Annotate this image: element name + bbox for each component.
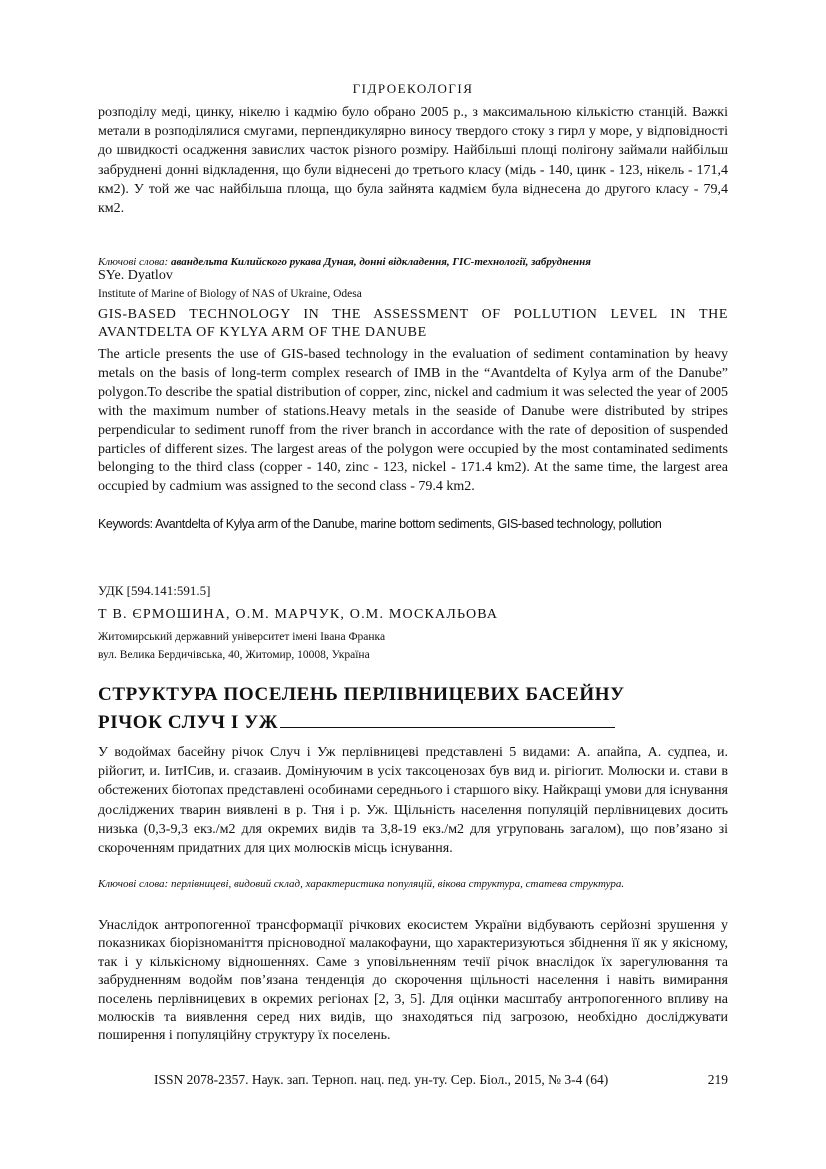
english-title: GIS-BASED TECHNOLOGY IN THE ASSESSMENT OF POLLUTION LEVEL IN THE AVANTDELTA OF KYLYA ARM OF THE DANUBE	[98, 307, 728, 340]
affiliation-institution: Житомирський державний університет імені Івана Франка	[98, 631, 386, 643]
running-header: ГІДРОЕКОЛОГІЯ	[352, 81, 474, 96]
article-intro: Унаслідок антропогенної трансформації річкових екосистем України відбувають серйозні зрушення у показниках біорізноманіття прісноводної малакофауни, що характеризуються збіднення її як у якісному, так і у кількісному відношеннях. Саме з уповільненням течії річок внаслідок їх зарегулювання та забрудненням водойм пов’язана тенденція до скорочення щільності населення і навіть вимирання поселень перлівницевих в окремих регіонах [2, 3, 5]. Для оцінки масштабу антропогенного впливу на молюсків та виявлення серед них видів, що знаходяться під загрозою, необхідно досліджувати поширення і популяційну структуру їх поселень.	[98, 918, 728, 1044]
previous-keywords-text: авандельта Килийского рукава Дуная, донні відкладення, ГІС-технології, забруднення	[168, 256, 591, 268]
affiliation-address: вул. Велика Бердичівська, 40, Житомир, 10008, Україна	[98, 649, 370, 661]
article-title-line2-text: РІЧОК СЛУЧ І УЖ	[98, 712, 279, 733]
article-abstract: У водоймах басейну річок Случ і Уж перлівницеві представлені 5 видами: A. апайпа, A. судпеа, и. рійогит, и. ІитІСив, и. сгазаив. Домінуючим в усіх таксоценозах був вид и. рігіогит. Молюски и. стави в обстежених біотопах представлені особинами середнього і старшого віку. Найкращі умови для існування досліджених тварин виявлені в р. Тня і р. Уж. Щільність населення популяцій перлівницевих досить низька (0,3-9,3 екз./м2 для окремих видів та 3,8-19 екз./м2 для угруповань загалом), що пов’язано зі скороченням придатних для цих молюсків місць існування.	[98, 745, 728, 857]
article-authors: Т В. ЄРМОШИНА, О.М. МАРЧУК, О.М. МОСКАЛЬОВА	[98, 607, 499, 622]
previous-keywords-label: Ключові слова:	[98, 256, 169, 268]
page-footer	[154, 1072, 728, 1088]
udk-code: УДК [594.141:591.5]	[98, 583, 211, 598]
english-abstract: The article presents the use of GIS-based technology in the evaluation of sediment contamination by heavy metals on the basis of long-term complex research of IMB in the “Avantdelta of Kylya arm of the Danube” polygon.To describe the spatial distribution of copper, zinc, nickel and cadmium it was selected the year of 2005 with the maximum number of stations.Heavy metals in the seaside of Danube were distributed by stripes perpendicular to sediment runoff from the river branch in accordance with the rate of deposition of suspended particles of different sizes. The largest areas of the polygon were occupied by the most contaminated sediments belonging to the third class (copper - 140, zinc - 123, nickel - 171.4 km2). At the same time, the largest area occupied by cadmium was assigned to the second class - 79.4 km2.	[98, 347, 728, 495]
article-title	[98, 681, 728, 736]
article-title-line1: СТРУКТУРА ПОСЕЛЕНЬ ПЕРЛІВНИЦЕВИХ БАСЕЙНУ	[98, 684, 625, 705]
english-author: SYe. Dyatlov	[98, 268, 173, 283]
article-keywords: Ключові слова: перлівницеві, видовий склад, характеристика популяцій, вікова структура, статева структура.	[98, 878, 625, 890]
article-title-line2	[98, 708, 728, 736]
footer-citation: ISSN 2078-2357. Наук. зап. Терноп. нац. пед. ун-ту. Сер. Біол., 2015, № 3-4 (64)	[154, 1072, 609, 1087]
page-number: 219	[707, 1072, 728, 1087]
english-keywords: Keywords: Avantdelta of Kylya arm of the Danube, marine bottom sediments, GIS-based technology, pollution	[98, 517, 662, 531]
title-underline	[280, 708, 615, 728]
english-affiliation: Institute of Marine of Biology of NAS of Ukraine, Odesa	[98, 288, 362, 300]
article-affiliation	[98, 628, 728, 664]
previous-abstract-tail: розподілу меді, цинку, нікелю і кадмію було обрано 2005 р., з максимальною кількістю станцій. Важкі метали в розподілялися смугами, перпендикулярно виносу твердого стоку з гирл у море, у відповідності до швидкості осадження завислих часток різного розміру. Найбільші площі полігону займали найбільш забруднені донні відкладення, що були віднесені до третього класу (мідь - 140, цинк - 123, нікель - 171,4 км2). У той же час найбільша площа, що була зайнята кадмієм була віднесена до другого класу - 79,4 км2.	[98, 105, 728, 217]
